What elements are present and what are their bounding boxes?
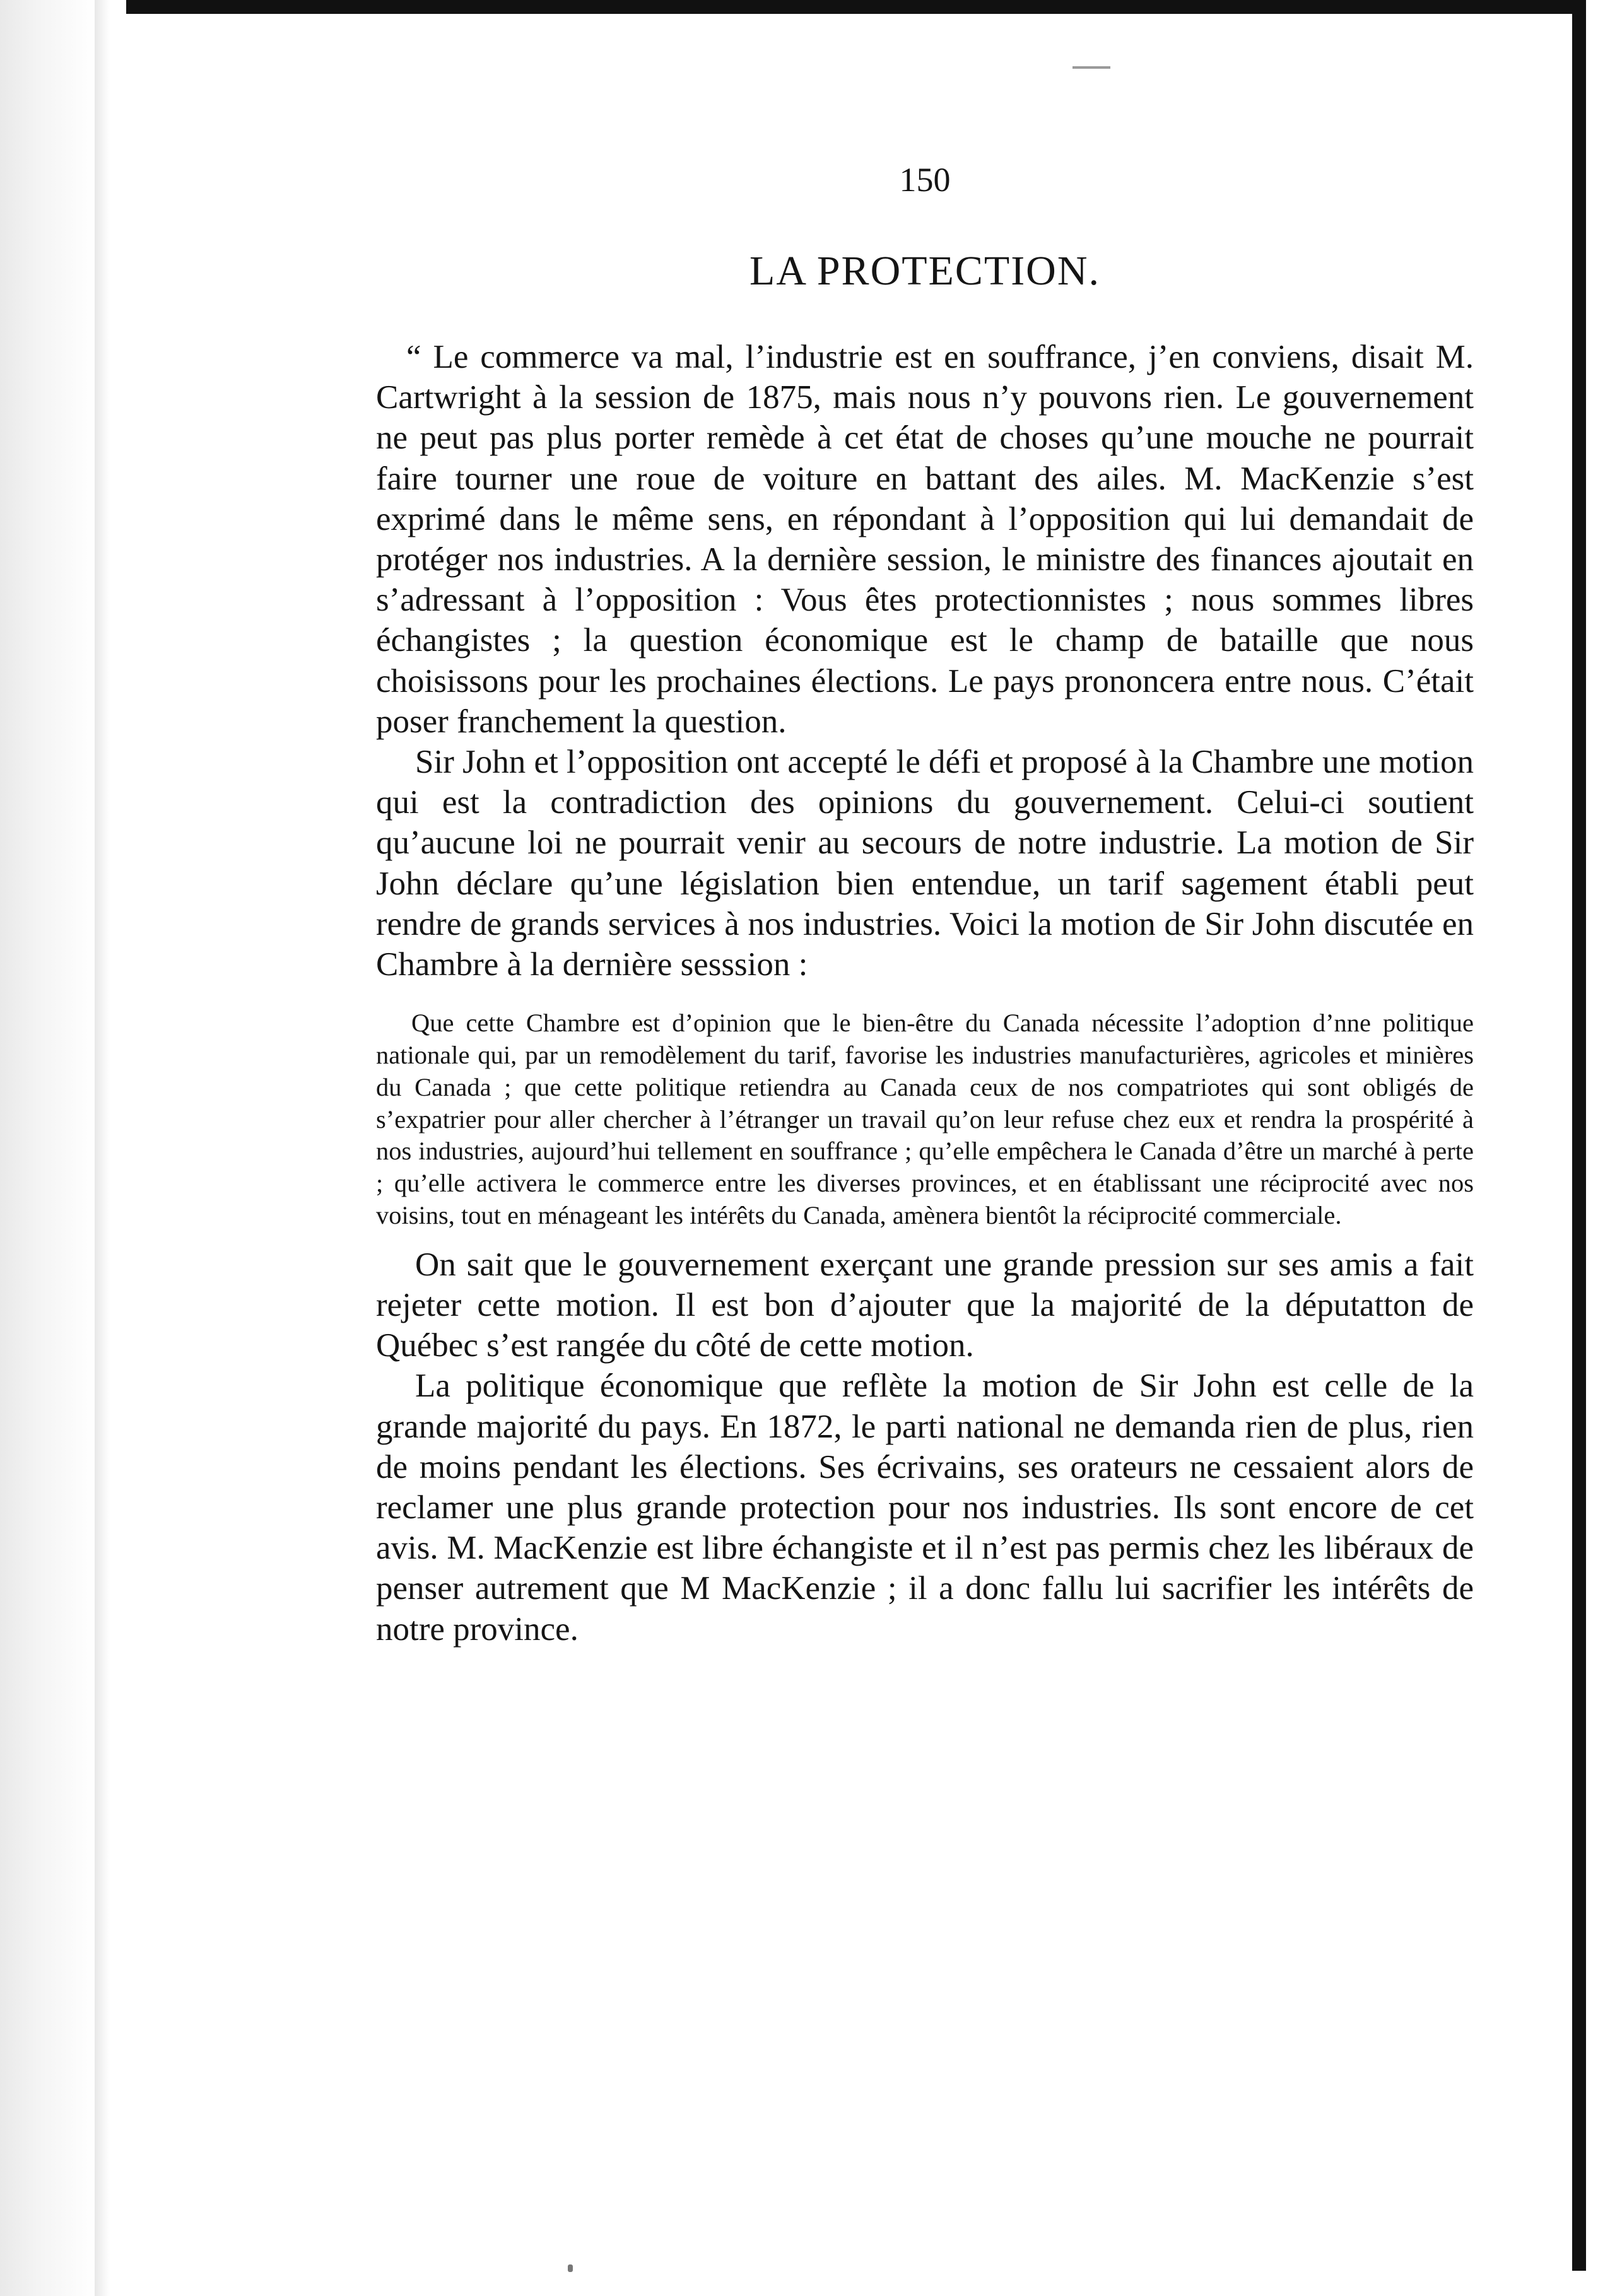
paragraph: La politique économique que reflète la motion de Sir John est celle de la grande majorité du pays. En 1872, le parti national ne demanda rien de plus, rien de moins pendant les élections. Ses écrivains, ses orateurs ne cessaient alors de reclamer une plus grande protection pour nos industries. Ils sont encore de cet avis. M. MacKenzie est libre échangiste et il n’est pas permis chez les libéraux de penser autrement que M MacKenzie ; il a donc fallu lui sacrifier les intérêts de notre province.	[376, 1368, 1474, 1648]
paragraph: Sir John et l’opposition ont accepté le défi et proposé à la Chambre une motion qui est la contradiction des opinions du gouvernement. Celui-ci soutient qu’aucune loi ne pourrait venir au secours de notre industrie. La motion de Sir John déclare qu’une législation bien entendue, un tarif sagement établi peut rendre de grands services à nos industries. Voici la motion de Sir John discutée en Chambre à la dernière sesssion :	[376, 744, 1474, 983]
page-title: LA PROTECTION.	[749, 248, 1100, 294]
paragraph: “ Le commerce va mal, l’industrie est en souffrance, j’en conviens, disait M. Cartwright à la session de 1875, mais nous n’y pouvons rien. Le gouvernement ne peut pas plus porter remède à cet état de choses qu’une mouche ne pourrait faire tourner une roue de voiture en battant des ailes. M. MacKenzie s’est exprimé dans le même sens, en répondant à l’opposition qui lui demandait de protéger nos industries. A la dernière session, le ministre des finances ajoutait en s’adressant à l’opposition : Vous êtes protectionnistes ; nous sommes libres échangistes ; la question économique est le champ de bataille que nous choisissons pour les prochaines élections. Le pays prononcera entre nous. C’était poser franchement la question.	[376, 339, 1474, 740]
right-margin	[1586, 0, 1610, 2296]
paragraph: On sait que le gouvernement exerçant une grande pression sur ses amis a fait rejeter cette motion. Il est bon d’ajouter que la majorité de la députatton de Québec s’est rangée du côté de cette motion.	[376, 1246, 1474, 1364]
page-edge-shadow	[95, 0, 110, 2296]
right-border	[1572, 0, 1586, 2271]
quoted-motion: Que cette Chambre est d’opinion que le bien-être du Canada nécessite l’adoption d’nne politique nationale qui, par un remodèlement du tarif, favorise les industries manufacturières, agricoles et minières du Canada ; que cette politique retiendra au Canada ceux de nos compatriotes qui sont obligés de s’expatrier pour aller chercher à l’étranger un travail qu’on leur refuse chez eux et rendra la prospérité à nos industries, aujourd’hui tellement en souffrance ; qu’elle empêchera le Canada d’être un marché à perte ; qu’elle activera le commerce entre les diverses provinces, et en établissant une réciprocité avec nos voisins, tout en ménageant les intérêts du Canada, amènera bientôt la réciprocité commerciale.	[376, 1009, 1474, 1230]
page-content	[376, 158, 1474, 1649]
page-number: 150	[899, 161, 951, 199]
top-border	[126, 0, 1610, 14]
ink-smudge	[1072, 66, 1110, 69]
book-spine-edge	[0, 0, 95, 2296]
ink-dot	[568, 2264, 573, 2272]
